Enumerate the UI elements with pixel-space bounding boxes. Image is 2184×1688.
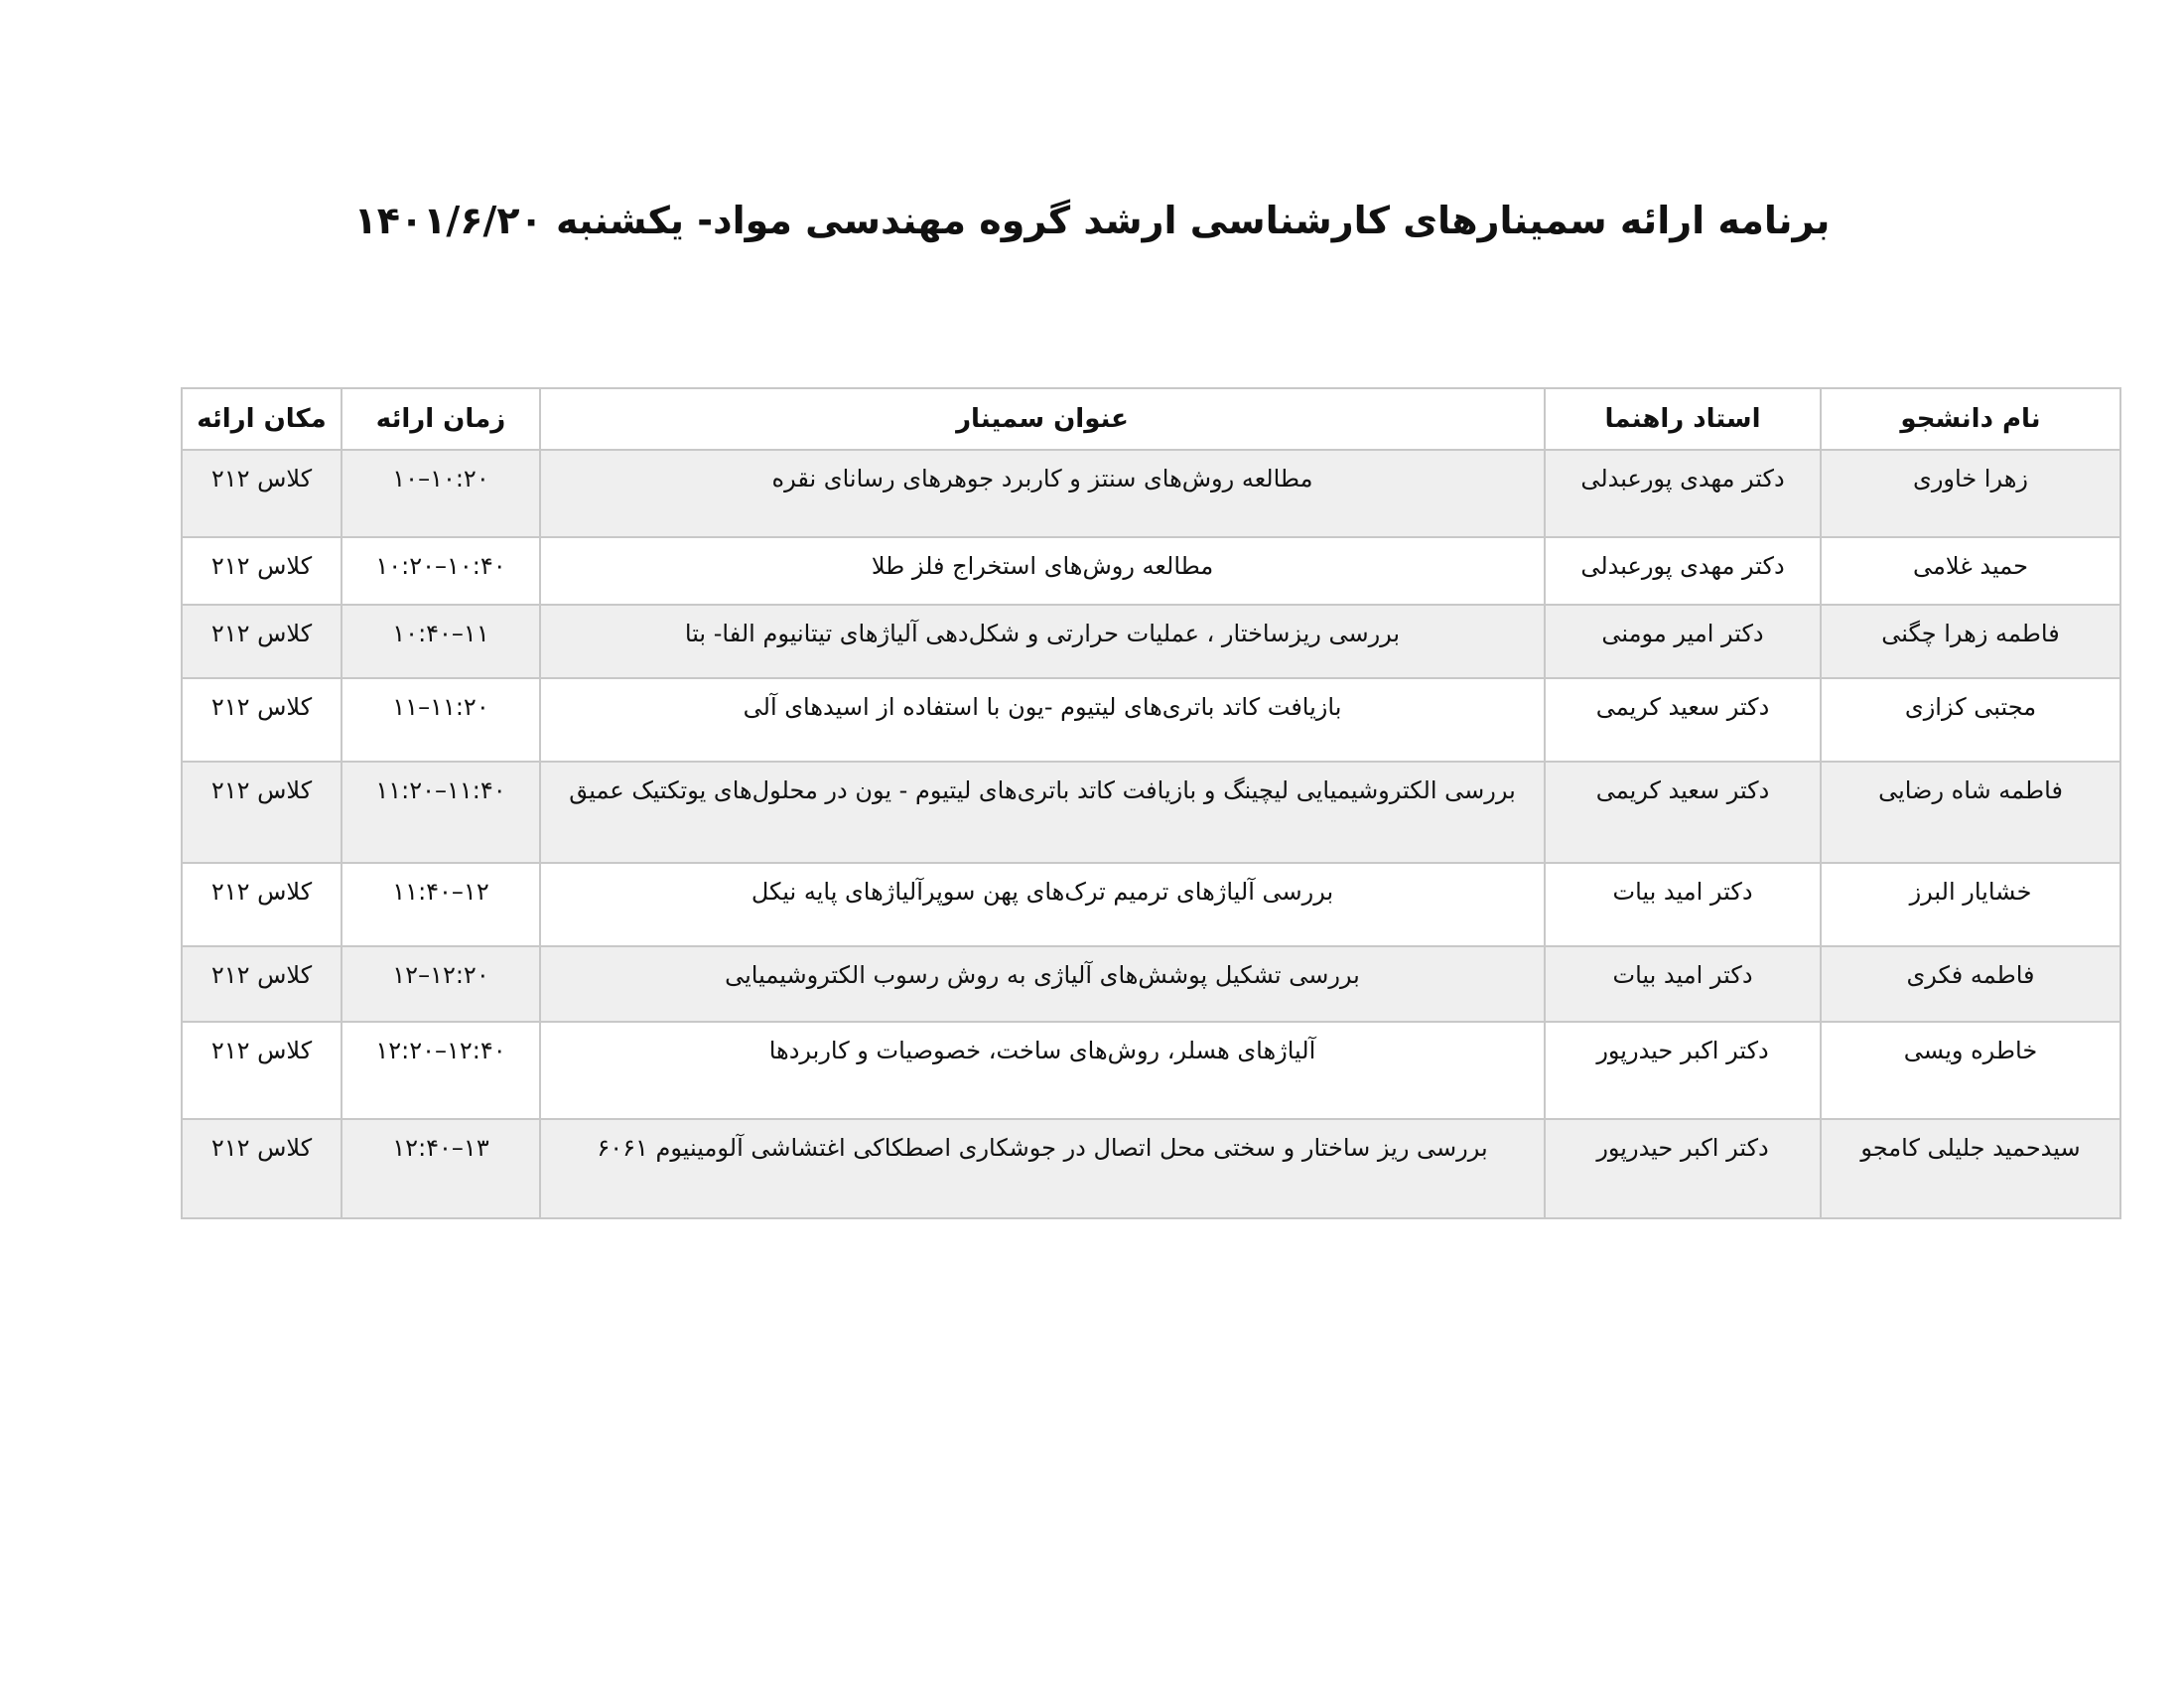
table-row bbox=[182, 605, 2120, 678]
cell-time bbox=[341, 1022, 540, 1119]
header-place: مکان ارائه bbox=[182, 388, 341, 450]
cell-time bbox=[341, 537, 540, 605]
table-header-row bbox=[182, 388, 2120, 450]
cell-topic: بررسی آلیاژهای ترمیم ترک‌های پهن سوپرآلیاژهای پایه نیکل bbox=[540, 863, 1545, 946]
cell-advisor: دکتر امید بیات bbox=[1545, 946, 1821, 1022]
cell-topic: بررسی تشکیل پوشش‌های آلیاژی به روش رسوب الکتروشیمیایی bbox=[540, 946, 1545, 1022]
table-row bbox=[182, 678, 2120, 762]
cell-topic: بازیافت کاتد باتری‌های لیتیوم -یون با استفاده از اسیدهای آلی bbox=[540, 678, 1545, 762]
header-student: نام دانشجو bbox=[1821, 388, 2120, 450]
header-time: زمان ارائه bbox=[341, 388, 540, 450]
time-text: ۱۲:۴۰–۱۳ bbox=[392, 1134, 489, 1163]
cell-place: کلاس ۲۱۲ bbox=[182, 1119, 341, 1218]
table-row bbox=[182, 1119, 2120, 1218]
cell-student: زهرا خاوری bbox=[1821, 450, 2120, 537]
cell-topic: مطالعه روش‌های سنتز و کاربرد جوهرهای رسانای نقره bbox=[540, 450, 1545, 537]
time-text: ۱۰–۱۰:۲۰ bbox=[392, 465, 489, 493]
cell-place: کلاس ۲۱۲ bbox=[182, 863, 341, 946]
time-text: ۱۰:۴۰–۱۱ bbox=[392, 620, 489, 648]
table-row bbox=[182, 946, 2120, 1022]
cell-topic: مطالعه روش‌های استخراج فلز طلا bbox=[540, 537, 1545, 605]
table-row bbox=[182, 537, 2120, 605]
cell-student: حمید غلامی bbox=[1821, 537, 2120, 605]
cell-time bbox=[341, 678, 540, 762]
header-advisor: استاد راهنما bbox=[1545, 388, 1821, 450]
table-row bbox=[182, 1022, 2120, 1119]
seminar-schedule-table bbox=[181, 387, 2121, 1219]
time-text: ۱۰:۲۰–۱۰:۴۰ bbox=[375, 552, 506, 581]
cell-student: فاطمه زهرا چگنی bbox=[1821, 605, 2120, 678]
cell-place: کلاس ۲۱۲ bbox=[182, 762, 341, 863]
cell-topic: بررسی الکتروشیمیایی لیچینگ و بازیافت کاتد باتری‌های لیتیوم - یون در محلول‌های یوتکتیک عمیق bbox=[540, 762, 1545, 863]
cell-student: فاطمه شاه رضایی bbox=[1821, 762, 2120, 863]
table-row bbox=[182, 863, 2120, 946]
time-text: ۱۱:۲۰–۱۱:۴۰ bbox=[375, 776, 506, 805]
time-text: ۱۱:۴۰–۱۲ bbox=[392, 878, 489, 907]
cell-advisor: دکتر اکبر حیدرپور bbox=[1545, 1119, 1821, 1218]
cell-student: فاطمه فکری bbox=[1821, 946, 2120, 1022]
table-row bbox=[182, 450, 2120, 537]
cell-student: سیدحمید جلیلی کامجو bbox=[1821, 1119, 2120, 1218]
cell-place: کلاس ۲۱۲ bbox=[182, 450, 341, 537]
cell-advisor: دکتر امیر مومنی bbox=[1545, 605, 1821, 678]
time-text: ۱۲–۱۲:۲۰ bbox=[392, 961, 489, 990]
cell-advisor: دکتر سعید کریمی bbox=[1545, 678, 1821, 762]
cell-time bbox=[341, 762, 540, 863]
cell-topic: بررسی ریز ساختار و سختی محل اتصال در جوشکاری اصطکاکی اغتشاشی آلومینیوم ۶۰۶۱ bbox=[540, 1119, 1545, 1218]
cell-topic: بررسی ریزساختار ، عملیات حرارتی و شکل‌دهی آلیاژهای تیتانیوم الفا- بتا bbox=[540, 605, 1545, 678]
cell-time bbox=[341, 863, 540, 946]
header-topic: عنوان سمینار bbox=[540, 388, 1545, 450]
cell-time bbox=[341, 605, 540, 678]
cell-place: کلاس ۲۱۲ bbox=[182, 537, 341, 605]
cell-place: کلاس ۲۱۲ bbox=[182, 946, 341, 1022]
cell-advisor: دکتر سعید کریمی bbox=[1545, 762, 1821, 863]
cell-student: مجتبی کزازی bbox=[1821, 678, 2120, 762]
cell-student: خشایار البرز bbox=[1821, 863, 2120, 946]
cell-advisor: دکتر مهدی پورعبدلی bbox=[1545, 537, 1821, 605]
cell-student: خاطره ویسی bbox=[1821, 1022, 2120, 1119]
cell-place: کلاس ۲۱۲ bbox=[182, 1022, 341, 1119]
cell-advisor: دکتر امید بیات bbox=[1545, 863, 1821, 946]
cell-time bbox=[341, 450, 540, 537]
cell-time bbox=[341, 946, 540, 1022]
cell-place: کلاس ۲۱۲ bbox=[182, 605, 341, 678]
cell-advisor: دکتر مهدی پورعبدلی bbox=[1545, 450, 1821, 537]
time-text: ۱۱–۱۱:۲۰ bbox=[392, 693, 489, 722]
cell-advisor: دکتر اکبر حیدرپور bbox=[1545, 1022, 1821, 1119]
cell-place: کلاس ۲۱۲ bbox=[182, 678, 341, 762]
time-text: ۱۲:۲۰–۱۲:۴۰ bbox=[375, 1037, 506, 1065]
page-title: برنامه ارائه سمینارهای کارشناسی ارشد گروه مهندسی مواد- یکشنبه ۱۴۰۱/۶/۲۰ bbox=[353, 199, 1831, 242]
cell-time bbox=[341, 1119, 540, 1218]
cell-topic: آلیاژهای هسلر، روش‌های ساخت، خصوصیات و کاربردها bbox=[540, 1022, 1545, 1119]
table-row bbox=[182, 762, 2120, 863]
